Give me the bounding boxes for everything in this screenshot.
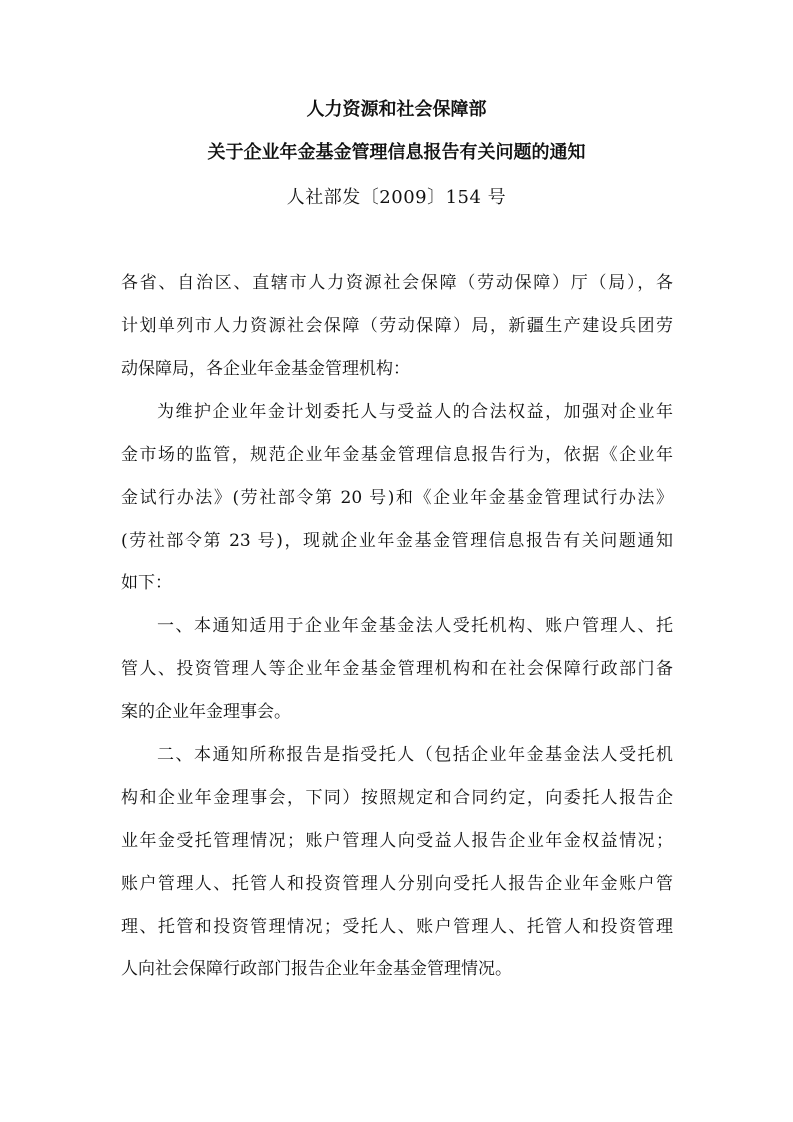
- addressee-line: 动保障局，各企业年金基金管理机构：: [121, 359, 410, 379]
- addressee-line: 计划单列市人力资源社会保障（劳动保障）局，新疆生产建设兵团劳: [121, 316, 673, 336]
- item-two-line: 人向社会保障行政部门报告企业年金基金管理情况。: [121, 959, 512, 979]
- intro-paragraph-line: 如下：: [121, 573, 172, 593]
- intro-paragraph-line: (劳社部令第 23 号)，现就企业年金基金管理信息报告有关问题通知: [121, 531, 673, 551]
- document-number: 人社部发〔2009〕154 号: [286, 187, 507, 208]
- item-two-line: 理、托管和投资管理情况；受托人、账户管理人、托管人和投资管理: [121, 917, 673, 937]
- document-title-issuer: 人力资源和社会保障部: [306, 99, 487, 120]
- item-one-line: 管人、投资管理人等企业年金基金管理机构和在社会保障行政部门备: [121, 659, 673, 679]
- intro-paragraph-line: 金试行办法》(劳社部令第 20 号)和《企业年金基金管理试行办法》: [121, 488, 673, 508]
- item-two-line: 账户管理人、托管人和投资管理人分别向受托人报告企业年金账户管: [121, 874, 673, 894]
- addressee-line: 各省、自治区、直辖市人力资源社会保障（劳动保障）厅（局），各: [121, 273, 673, 293]
- item-two-line: 业年金受托管理情况；账户管理人向受益人报告企业年金权益情况；: [121, 831, 673, 851]
- item-two-line: 构和企业年金理事会，下同）按照规定和合同约定，向委托人报告企: [121, 788, 673, 808]
- intro-paragraph-line: 金市场的监管，规范企业年金基金管理信息报告行为，依据《企业年: [121, 445, 673, 465]
- document-title: 关于企业年金基金管理信息报告有关问题的通知: [207, 142, 586, 163]
- item-two-line: 二、本通知所称报告是指受托人（包括企业年金基金法人受托机: [157, 745, 673, 765]
- item-one-line: 案的企业年金理事会。: [121, 702, 291, 722]
- item-one-line: 一、本通知适用于企业年金基金法人受托机构、账户管理人、托: [157, 616, 673, 636]
- intro-paragraph-line: 为维护企业年金计划委托人与受益人的合法权益，加强对企业年: [157, 402, 673, 422]
